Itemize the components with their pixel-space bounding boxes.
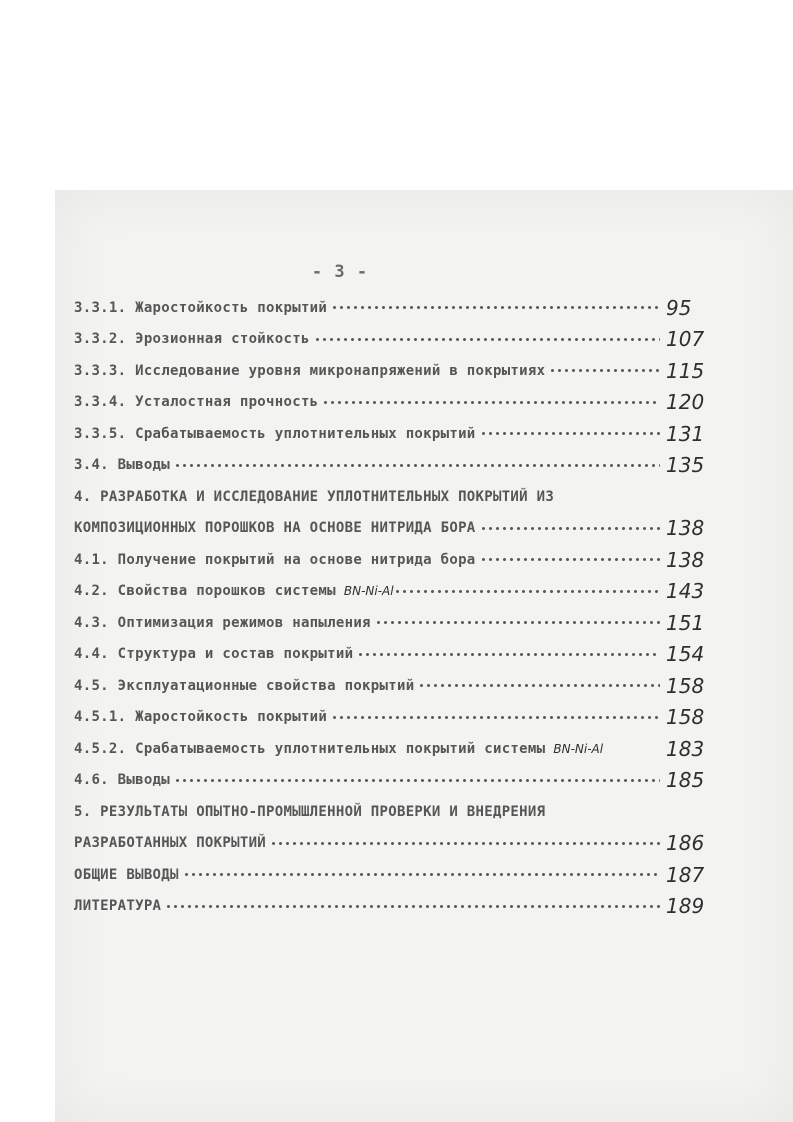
page-number: - 3 - — [311, 262, 369, 282]
toc-dot-leader — [331, 301, 660, 315]
toc-entry — [74, 891, 724, 923]
toc-dot-leader — [174, 458, 660, 472]
toc-dot-leader — [375, 616, 660, 630]
toc-dot-leader — [322, 395, 660, 409]
table-of-contents — [74, 292, 724, 922]
toc-entry — [74, 576, 724, 608]
toc-dot-leader — [549, 805, 660, 819]
toc-page-number: 135 — [666, 453, 705, 478]
toc-entry — [74, 828, 724, 860]
toc-entry — [74, 702, 724, 734]
handwritten-formula: BN-Ni-Al — [553, 741, 604, 756]
toc-entry-title: 4.1. Получение покрытий на основе нитрида бора — [74, 551, 476, 568]
toc-entry-title: 3.3.1. Жаростойкость покрытий — [74, 299, 328, 316]
toc-page-number: 185 — [666, 768, 705, 793]
toc-entry — [74, 355, 724, 387]
toc-entry — [74, 607, 724, 639]
toc-page-number: 131 — [666, 421, 705, 446]
toc-entry-title: 3.3.4. Усталостная прочность — [74, 394, 319, 411]
toc-entry-title: 3.3.5. Срабатываемость уплотнительных покрытий — [74, 425, 476, 442]
toc-entry — [74, 544, 724, 576]
toc-dot-leader — [331, 710, 660, 724]
toc-page-number: 187 — [666, 862, 705, 887]
toc-entry — [74, 639, 724, 671]
toc-dot-leader — [314, 332, 660, 346]
toc-entry-title: 4.5. Эксплуатационные свойства покрытий — [74, 677, 415, 694]
toc-entry-title: 3.3.2. Эрозионная стойкость — [74, 331, 310, 348]
toc-entry-title: 4.5.2. Срабатываемость уплотнительных покрытий системы — [74, 740, 546, 757]
toc-page-number: 138 — [666, 516, 705, 541]
toc-dot-leader — [603, 742, 660, 756]
toc-page-number: 138 — [666, 547, 705, 572]
toc-page-number: 120 — [666, 390, 705, 415]
toc-entry — [74, 387, 724, 419]
toc-entry — [74, 292, 724, 324]
toc-dot-leader — [480, 553, 660, 567]
toc-page-number: 115 — [666, 358, 705, 383]
toc-dot-leader — [480, 427, 660, 441]
toc-entry-title: 4.5.1. Жаростойкость покрытий — [74, 709, 328, 726]
toc-dot-leader — [480, 521, 660, 535]
toc-entry — [74, 796, 724, 828]
toc-dot-leader — [418, 679, 660, 693]
toc-entry — [74, 513, 724, 545]
toc-entry-title: 4.6. Выводы — [74, 772, 171, 789]
toc-page-number: 183 — [666, 736, 705, 761]
toc-page-number: 158 — [666, 705, 705, 730]
toc-entry-title: 4.2. Свойства порошков системы — [74, 583, 336, 600]
toc-entry-title: 5. РЕЗУЛЬТАТЫ ОПЫТНО-ПРОМЫШЛЕННОЙ ПРОВЕРКИ И ВНЕДРЕНИЯ — [74, 803, 546, 820]
toc-dot-leader — [558, 490, 660, 504]
toc-entry-title: ЛИТЕРАТУРА — [74, 898, 162, 915]
toc-page-number: 143 — [666, 579, 705, 604]
toc-page-number: 186 — [666, 831, 705, 856]
toc-entry-title: 3.3.3. Исследование уровня микронапряжений в покрытиях — [74, 362, 546, 379]
toc-entry — [74, 481, 724, 513]
toc-dot-leader — [165, 899, 660, 913]
toc-entry — [74, 418, 724, 450]
toc-entry — [74, 859, 724, 891]
toc-entry-title: 3.4. Выводы — [74, 457, 171, 474]
toc-dot-leader — [394, 584, 660, 598]
toc-entry-title: 4. РАЗРАБОТКА И ИССЛЕДОВАНИЕ УПЛОТНИТЕЛЬНЫХ ПОКРЫТИЙ ИЗ — [74, 488, 555, 505]
toc-page-number: 154 — [666, 642, 705, 667]
toc-entry-title: 4.3. Оптимизация режимов напыления — [74, 614, 371, 631]
toc-entry — [74, 733, 724, 765]
toc-entry-title: 4.4. Структура и состав покрытий — [74, 646, 354, 663]
handwritten-formula: BN-Ni-Al — [343, 584, 394, 599]
toc-entry-title: КОМПОЗИЦИОННЫХ ПОРОШКОВ НА ОСНОВЕ НИТРИДА БОРА — [74, 520, 476, 537]
toc-entry — [74, 450, 724, 482]
toc-dot-leader — [270, 836, 660, 850]
toc-entry — [74, 670, 724, 702]
toc-page-number: 107 — [666, 327, 705, 352]
toc-dot-leader — [357, 647, 660, 661]
toc-dot-leader — [183, 868, 660, 882]
toc-page-number: 151 — [666, 610, 705, 635]
toc-entry — [74, 765, 724, 797]
toc-entry — [74, 324, 724, 356]
toc-page-number: 158 — [666, 673, 705, 698]
toc-page-number: 95 — [666, 295, 692, 320]
toc-entry-title: ОБЩИЕ ВЫВОДЫ — [74, 866, 179, 883]
toc-dot-leader — [174, 773, 660, 787]
toc-page-number: 189 — [666, 894, 705, 919]
toc-dot-leader — [549, 364, 660, 378]
toc-entry-title: РАЗРАБОТАННЫХ ПОКРЫТИЙ — [74, 835, 267, 852]
